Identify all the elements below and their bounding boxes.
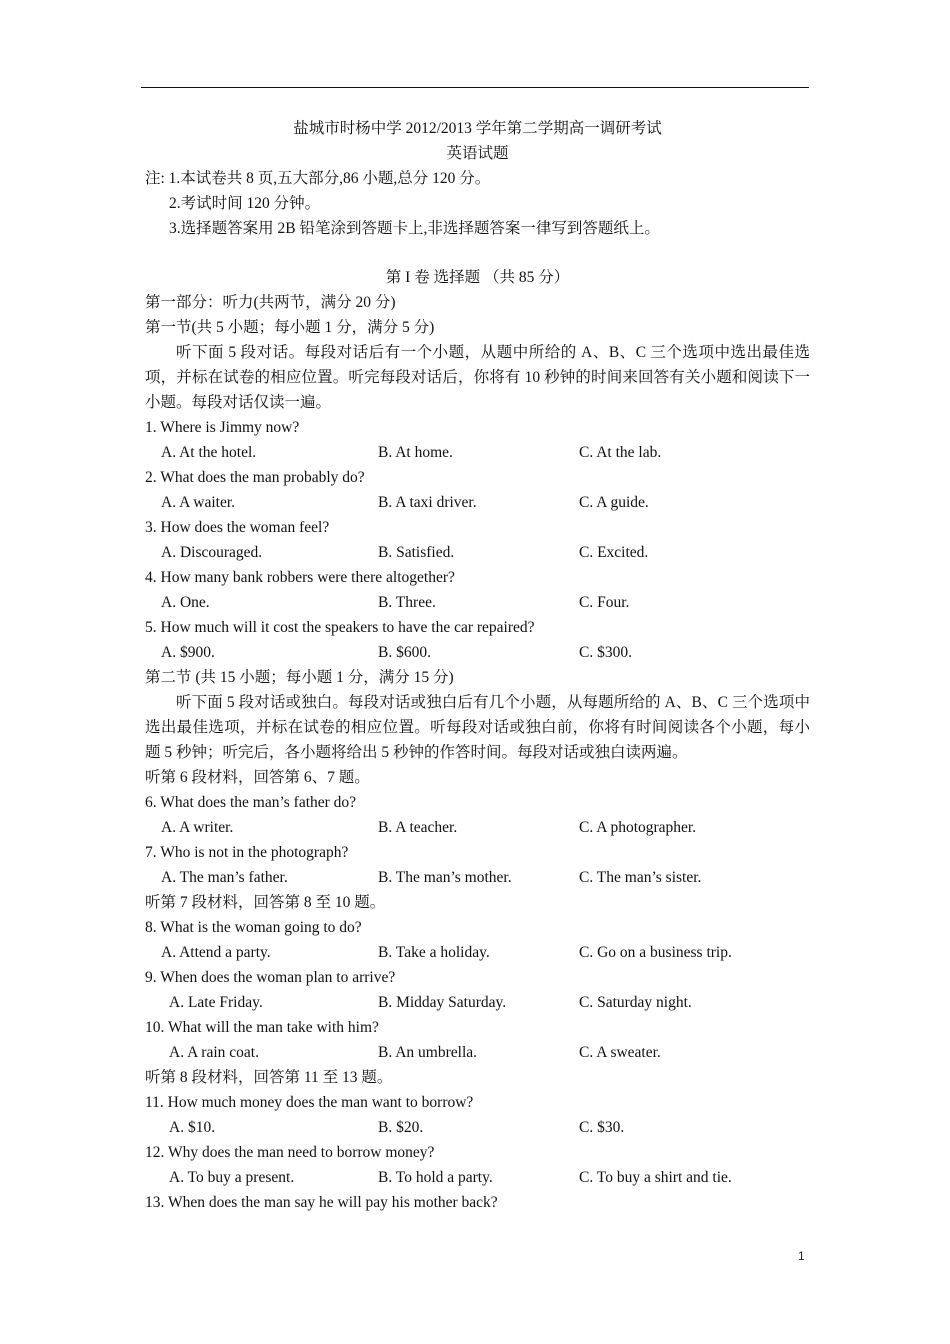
option-c: C. The man’s sister.	[579, 869, 702, 886]
question-text: 10. What will the man take with him?	[145, 1019, 379, 1036]
material-6-heading: 听第 6 段材料，回答第 6、7 题。	[145, 769, 370, 786]
option-b: B. Take a holiday.	[378, 944, 490, 961]
option-c: C. Excited.	[579, 544, 649, 561]
header-rule	[141, 87, 809, 88]
section2-instructions: 听下面 5 段对话或独白。每段对话或独白后有几个小题，从每题所给的 A、B、C 三个选项中选出最佳选项，并标在试卷的相应位置。听每段对话或独白前，你将有时间阅读各个小题，每小题 5 秒钟；听完后，各小题将给出 5 秒钟的作答时间。每段对话或独白读两遍。	[145, 694, 810, 761]
option-a: A. Attend a party.	[161, 944, 271, 961]
option-a: A. To buy a present.	[169, 1169, 295, 1186]
part1-heading: 第一部分：听力(共两节，满分 20 分)	[145, 294, 396, 311]
question-group-11-12	[145, 1090, 810, 1190]
option-row	[145, 940, 810, 965]
volume-heading: 第 I 卷 选择题 （共 85 分）	[385, 269, 570, 286]
page-number: 1	[798, 1249, 805, 1263]
question-group-8-10	[145, 915, 810, 1065]
note-2: 2.考试时间 120 分钟。	[169, 195, 321, 212]
option-a: A. A waiter.	[161, 494, 236, 511]
option-b: B. $600.	[378, 644, 431, 661]
option-b: B. An umbrella.	[378, 1044, 478, 1061]
section1-instructions: 听下面 5 段对话。每段对话后有一个小题，从题中所给的 A、B、C 三个选项中选出最佳选项，并标在试卷的相应位置。听完每段对话后，你将有 10 秒钟的时间来回答有关小题和阅读下一小题。每段对话仅读一遍。	[145, 344, 810, 411]
question-group-1-5	[145, 415, 810, 665]
note-3: 3.选择题答案用 2B 铅笔涂到答题卡上,非选择题答案一律写到答题纸上。	[169, 220, 660, 237]
exam-content	[145, 116, 810, 1215]
option-b: B. At home.	[378, 444, 453, 461]
option-a: A. $900.	[161, 644, 215, 661]
question-text: 1. Where is Jimmy now?	[145, 419, 300, 436]
option-c: C. A sweater.	[579, 1044, 661, 1061]
exam-title: 盐城市时杨中学 2012/2013 学年第二学期高一调研考试	[293, 120, 662, 137]
option-b: B. The man’s mother.	[378, 869, 512, 886]
option-b: B. Satisfied.	[378, 544, 455, 561]
option-b: B. Three.	[378, 594, 436, 611]
option-row	[145, 1040, 810, 1065]
question-text: 4. How many bank robbers were there altogether?	[145, 569, 455, 586]
option-c: C. Saturday night.	[579, 994, 692, 1011]
option-c: C. A photographer.	[579, 819, 697, 836]
option-c: C. At the lab.	[579, 444, 662, 461]
question-text: 3. How does the woman feel?	[145, 519, 330, 536]
question-text: 9. When does the woman plan to arrive?	[145, 969, 396, 986]
option-c: C. Go on a business trip.	[579, 944, 732, 961]
option-row	[145, 815, 810, 840]
option-a: A. Late Friday.	[169, 994, 263, 1011]
option-b: B. A teacher.	[378, 819, 458, 836]
question-text: 5. How much will it cost the speakers to have the car repaired?	[145, 619, 535, 636]
question-text: 2. What does the man probably do?	[145, 469, 365, 486]
option-b: B. Midday Saturday.	[378, 994, 507, 1011]
option-c: C. $30.	[579, 1119, 625, 1136]
option-row	[145, 1165, 810, 1190]
option-row	[145, 590, 810, 615]
option-c: C. Four.	[579, 594, 630, 611]
section2-heading: 第二节 (共 15 小题；每小题 1 分，满分 15 分)	[145, 669, 454, 686]
section1-heading: 第一节(共 5 小题；每小题 1 分，满分 5 分)	[145, 319, 435, 336]
option-b: B. $20.	[378, 1119, 424, 1136]
option-a: A. Discouraged.	[161, 544, 263, 561]
question-text: 12. Why does the man need to borrow money?	[145, 1144, 435, 1161]
option-c: C. To buy a shirt and tie.	[579, 1169, 732, 1186]
option-a: A. One.	[161, 594, 210, 611]
material-7-heading: 听第 7 段材料，回答第 8 至 10 题。	[145, 894, 386, 911]
material-8-heading: 听第 8 段材料，回答第 11 至 13 题。	[145, 1069, 393, 1086]
option-row	[145, 990, 810, 1015]
option-a: A. A rain coat.	[169, 1044, 259, 1061]
option-a: A. At the hotel.	[161, 444, 257, 461]
option-row	[145, 865, 810, 890]
option-c: C. A guide.	[579, 494, 649, 511]
option-row	[145, 540, 810, 565]
question-13: 13. When does the man say he will pay his mother back?	[145, 1194, 498, 1211]
option-a: A. The man’s father.	[161, 869, 288, 886]
question-text: 6. What does the man’s father do?	[145, 794, 357, 811]
option-row	[145, 640, 810, 665]
option-b: B. To hold a party.	[378, 1169, 493, 1186]
option-row	[145, 490, 810, 515]
question-text: 8. What is the woman going to do?	[145, 919, 362, 936]
option-row	[145, 1115, 810, 1140]
option-row	[145, 440, 810, 465]
option-c: C. $300.	[579, 644, 632, 661]
option-a: A. A writer.	[161, 819, 234, 836]
question-text: 11. How much money does the man want to borrow?	[145, 1094, 474, 1111]
question-text: 7. Who is not in the photograph?	[145, 844, 349, 861]
note-1: 注: 1.本试卷共 8 页,五大部分,86 小题,总分 120 分。	[145, 170, 491, 187]
exam-subject: 英语试题	[446, 145, 509, 162]
option-b: B. A taxi driver.	[378, 494, 477, 511]
option-a: A. $10.	[169, 1119, 216, 1136]
question-group-6-7	[145, 790, 810, 890]
